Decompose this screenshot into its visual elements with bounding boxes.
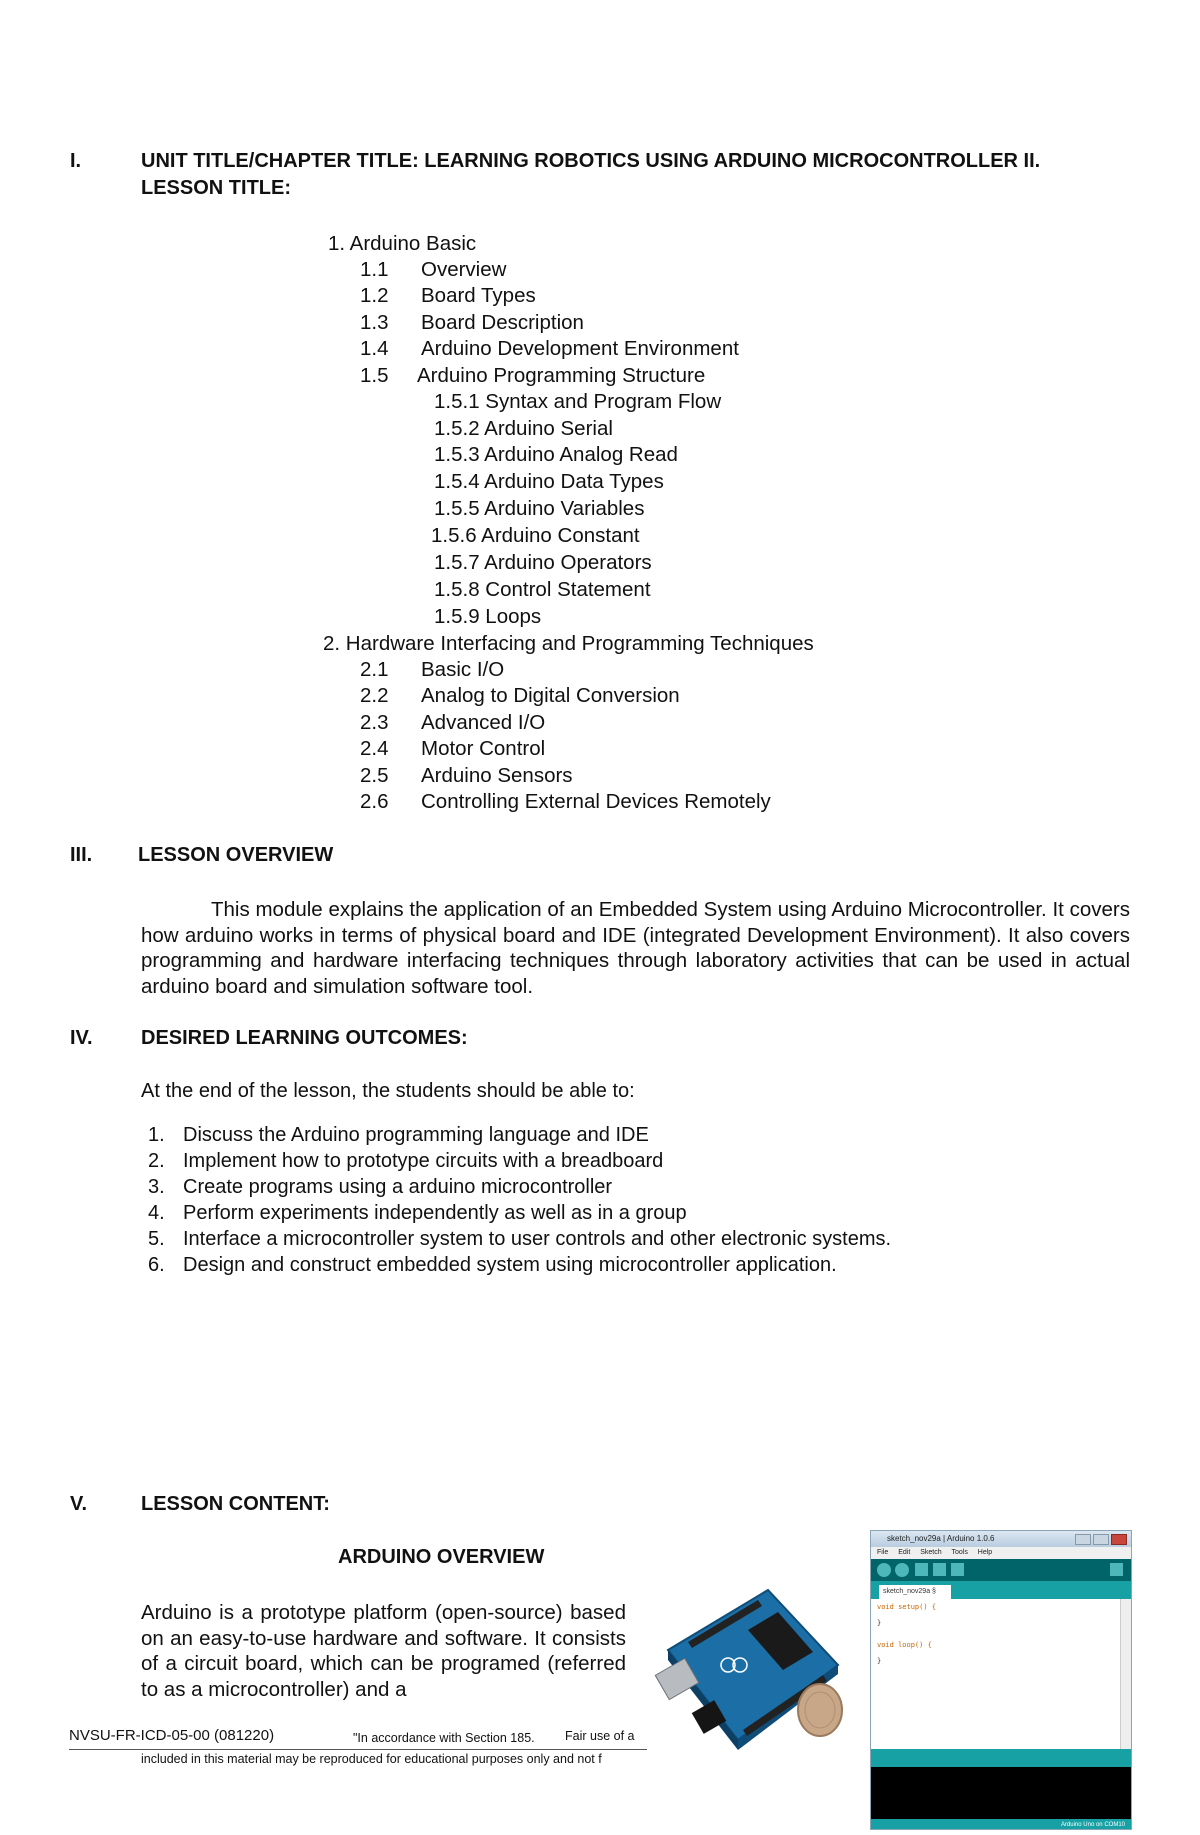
toc-item-label: Motor Control (421, 737, 546, 760)
toc-item-num: 1.3 (360, 311, 389, 334)
ide-console (871, 1767, 1131, 1819)
ide-menu-item: Help (977, 1549, 993, 1556)
list-item: Perform experiments independently as well as in a group (183, 1202, 687, 1224)
toc-item-label: Arduino Programming Structure (417, 364, 706, 387)
ide-window-buttons (1073, 1534, 1127, 1551)
code-line: } (877, 1657, 882, 1665)
lesson-overview-paragraph: This module explains the application of an Embedded System using Arduino Microcontroller. It covers how arduino works in terms of physical board and IDE (integrated Development Environment). It also covers programming and hardware interfacing techniques through laboratory activities that can be used in actual arduino board and simulation software tool. (141, 898, 1130, 998)
toc-subitem: 1.5.9 Loops (434, 605, 542, 628)
code-line (877, 1611, 1115, 1619)
toc-item-num: 1.5 (360, 364, 389, 387)
document-code: NVSU-FR-ICD-05-00 (081220) (69, 1727, 275, 1744)
arduino-board-icon (648, 1570, 858, 1770)
save-icon (951, 1563, 964, 1576)
toc-item-label: Advanced I/O (421, 711, 546, 734)
section-numeral-1: I. (70, 150, 82, 172)
ide-board-status: Arduino Uno on COM10 (871, 1819, 1131, 1830)
section-numeral-5: V. (70, 1493, 88, 1515)
footer-notice: "In accordance with Section 185. (353, 1731, 535, 1745)
code-line: void setup() { (877, 1603, 937, 1611)
ide-title-bar (871, 1531, 1131, 1547)
toc-chapter-2: 2. Hardware Interfacing and Programming Techniques (323, 632, 814, 655)
toc-subitem: 1.5.5 Arduino Variables (434, 497, 645, 520)
close-icon (1111, 1534, 1127, 1545)
footer-notice: Fair use of a (565, 1729, 635, 1743)
list-item: Discuss the Arduino programming language and IDE (183, 1124, 649, 1146)
ide-sketch-tab: sketch_nov29a § (879, 1585, 951, 1599)
toc-item-num: 2.1 (360, 658, 389, 681)
learning-outcomes-intro: At the end of the lesson, the students should be able to: (141, 1080, 635, 1102)
toc-subitem: 1.5.7 Arduino Operators (434, 551, 652, 574)
code-line: } (877, 1619, 882, 1627)
arduino-overview-paragraph: Arduino is a prototype platform (open-source) based on an easy-to-use hardware and software. It consists of a circuit board, which can be programed (referred to as a microcontroller) and a (141, 1601, 626, 1701)
toc-item-label: Analog to Digital Conversion (421, 684, 680, 707)
minimize-icon (1075, 1534, 1091, 1545)
toc-item-label: Controlling External Devices Remotely (421, 790, 771, 813)
toc-item-label: Board Description (421, 311, 584, 334)
list-item: Implement how to prototype circuits with a breadboard (183, 1150, 664, 1172)
arduino-board-image (648, 1570, 858, 1770)
list-item-number: 4. (148, 1202, 165, 1224)
footer-divider (69, 1749, 647, 1750)
ide-menu-item: Edit (898, 1549, 911, 1556)
arduino-ide-screenshot (870, 1530, 1132, 1830)
toc-item-label: Arduino Development Environment (421, 337, 739, 360)
list-item-number: 2. (148, 1150, 165, 1172)
list-item: Create programs using a arduino microcontroller (183, 1176, 613, 1198)
toc-subitem: 1.5.1 Syntax and Program Flow (434, 390, 722, 413)
lesson-overview-heading: LESSON OVERVIEW (138, 844, 334, 866)
ide-title: sketch_nov29a | Arduino 1.0.6 (887, 1534, 995, 1543)
section-numeral-3: III. (70, 844, 93, 866)
new-icon (915, 1563, 928, 1576)
unit-title-heading: UNIT TITLE/CHAPTER TITLE: LEARNING ROBOTICS USING ARDUINO MICROCONTROLLER II. (141, 150, 1041, 172)
learning-outcomes-heading: DESIRED LEARNING OUTCOMES: (141, 1027, 468, 1049)
serial-monitor-icon (1110, 1563, 1123, 1576)
ide-scrollbar (1120, 1599, 1131, 1749)
toc-chapter-1: 1. Arduino Basic (328, 232, 477, 255)
ide-menu-item: Tools (951, 1549, 968, 1556)
code-line: void loop() { (877, 1641, 932, 1649)
toc-item-label: Overview (421, 258, 507, 281)
toc-item-num: 1.1 (360, 258, 389, 281)
toc-item-label: Basic I/O (421, 658, 505, 681)
toc-item-num: 1.2 (360, 284, 389, 307)
toc-subitem: 1.5.6 Arduino Constant (431, 524, 640, 547)
toc-item-num: 2.2 (360, 684, 389, 707)
toc-subitem: 1.5.2 Arduino Serial (434, 417, 613, 440)
maximize-icon (1093, 1534, 1109, 1545)
toc-item-num: 2.5 (360, 764, 389, 787)
toc-item-num: 2.4 (360, 737, 389, 760)
ide-tab-bar (871, 1581, 1131, 1599)
arduino-overview-subheading: ARDUINO OVERVIEW (338, 1546, 545, 1568)
verify-icon (877, 1563, 891, 1577)
toc-item-label: Arduino Sensors (421, 764, 573, 787)
toc-item-num: 2.3 (360, 711, 389, 734)
toc-item-num: 1.4 (360, 337, 389, 360)
ide-status-bar (871, 1749, 1131, 1767)
ide-menu-item: Sketch (920, 1549, 942, 1556)
toc-subitem: 1.5.8 Control Statement (434, 578, 651, 601)
toc-subitem: 1.5.3 Arduino Analog Read (434, 443, 678, 466)
open-icon (933, 1563, 946, 1576)
footer-notice: included in this material may be reproduced for educational purposes only and not f (141, 1752, 602, 1766)
list-item-number: 1. (148, 1124, 165, 1146)
section-numeral-4: IV. (70, 1027, 93, 1049)
list-item-number: 6. (148, 1254, 165, 1276)
upload-icon (895, 1563, 909, 1577)
ide-menu-item: File (877, 1549, 889, 1556)
lesson-content-heading: LESSON CONTENT: (141, 1493, 330, 1515)
toc-subitem: 1.5.4 Arduino Data Types (434, 470, 664, 493)
toc-item-num: 2.6 (360, 790, 389, 813)
list-item: Interface a microcontroller system to user controls and other electronic systems. (183, 1228, 892, 1250)
ide-code-editor (871, 1599, 1121, 1749)
lesson-title-heading: LESSON TITLE: (141, 177, 291, 199)
ide-toolbar (871, 1559, 1131, 1581)
code-line (877, 1627, 1115, 1641)
list-item-number: 3. (148, 1176, 165, 1198)
list-item: Design and construct embedded system using microcontroller application. (183, 1254, 837, 1276)
list-item-number: 5. (148, 1228, 165, 1250)
toc-item-label: Board Types (421, 284, 536, 307)
code-line (877, 1649, 1115, 1657)
